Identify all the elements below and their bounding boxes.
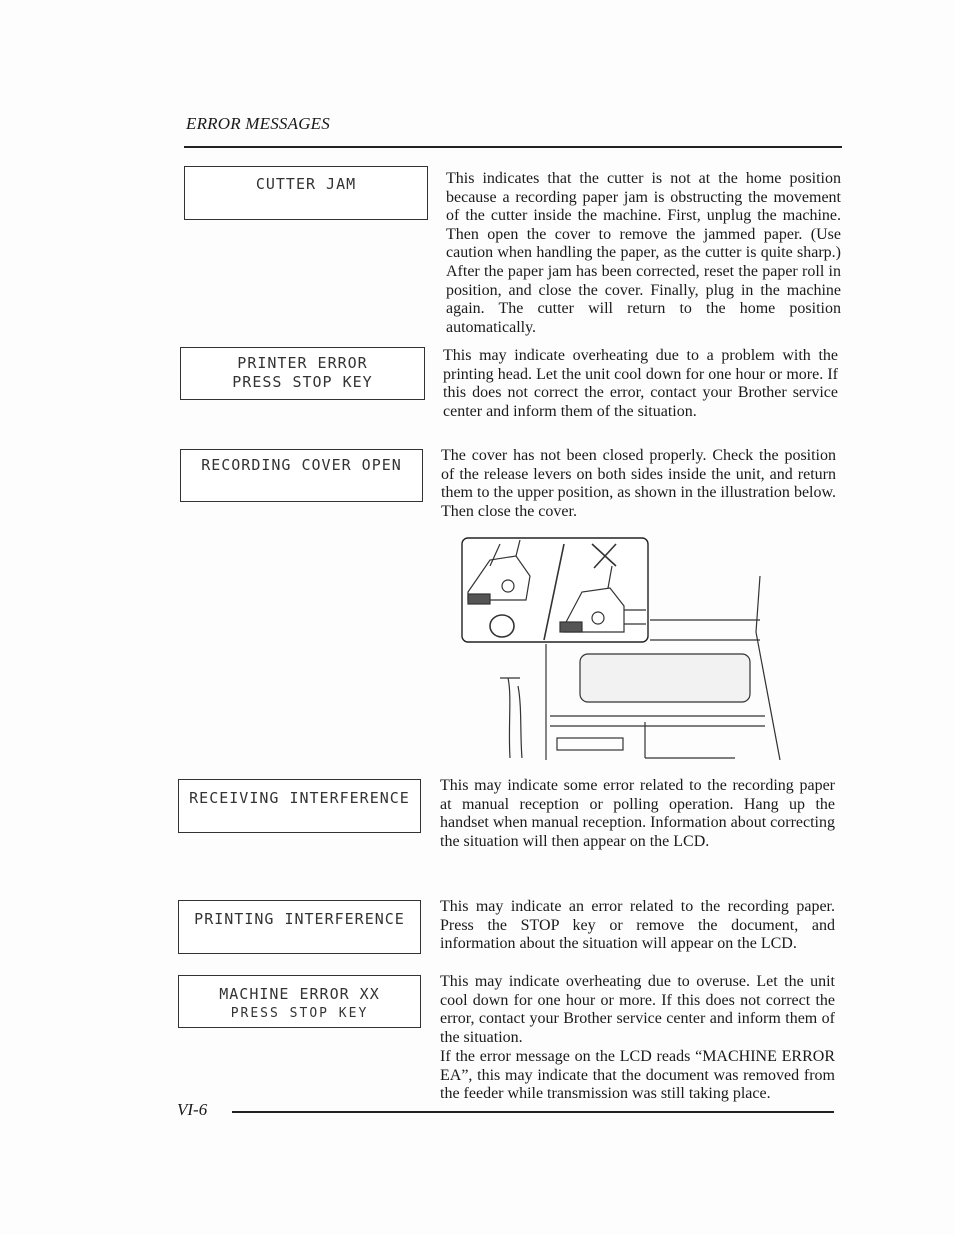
lcd-machine-error xyxy=(178,975,421,1028)
section-header: ERROR MESSAGES xyxy=(186,114,330,133)
desc-machine-error-ea: If the error message on the LCD reads “MACHINE ERROR EA”, this may indicate that the document was removed from the feeder while transmission was still taking place. xyxy=(440,1048,835,1103)
desc-recording-cover-open: The cover has not been closed properly. Check the position of the release levers on both sides inside the unit, and return them to the upper position, as shown in the illustration below. Then close the cover. xyxy=(441,447,836,520)
lcd-line: MACHINE ERROR XX xyxy=(219,985,380,1003)
header-rule xyxy=(184,146,842,148)
desc-cutter-jam: This indicates that the cutter is not at the home position because a recording paper jam is obstructing the movement of the cutter inside the machine. First, unplug the machine. Then open the cover to remove the jammed paper. (Use caution when handling the paper, as the cutter is quite sharp.) After the paper jam has been corrected, reset the paper roll in position, and close the cover. Finally, plug in the machine again. The cutter will return to the home position automatically. xyxy=(446,170,841,336)
lcd-recording-cover-open xyxy=(180,449,423,502)
desc-machine-error: This may indicate overheating due to overuse. Let the unit cool down for one hour or more. If this does not correct the error, contact your Brother service center and inform them of the situation. xyxy=(440,973,835,1046)
lcd-line: RECORDING COVER OPEN xyxy=(201,456,402,474)
lcd-line: RECEIVING INTERFERENCE xyxy=(189,789,410,807)
lcd-line: PRINTER ERROR xyxy=(237,354,368,372)
desc-printing-interference: This may indicate an error related to the recording paper. Press the STOP key or remove the document, and information about the situation will appear on the LCD. xyxy=(440,898,835,953)
page-number: VI-6 xyxy=(177,1100,208,1119)
lcd-line: CUTTER JAM xyxy=(255,175,357,193)
release-lever-illustration xyxy=(460,536,792,764)
desc-printer-error: This may indicate overheating due to a problem with the printing head. Let the unit cool down for one hour or more. If this does not correct the error, contact your Brother service center and inform them of the situation. xyxy=(443,347,838,420)
lcd-line: PRESS STOP KEY xyxy=(230,1006,369,1021)
lcd-receiving-interference xyxy=(178,779,421,833)
lcd-printing-interference xyxy=(178,900,421,954)
lcd-printer-error xyxy=(180,347,425,400)
desc-receiving-interference: This may indicate some error related to the recording paper at manual reception or polling operation. Hang up the handset when manual reception. Information about correcting the situation will then appear on the LCD. xyxy=(440,777,835,850)
lcd-cutter-jam xyxy=(184,166,428,220)
lcd-line: PRESS STOP KEY xyxy=(232,373,373,391)
footer-rule xyxy=(232,1111,834,1113)
lcd-line: PRINTING INTERFERENCE xyxy=(194,910,405,928)
